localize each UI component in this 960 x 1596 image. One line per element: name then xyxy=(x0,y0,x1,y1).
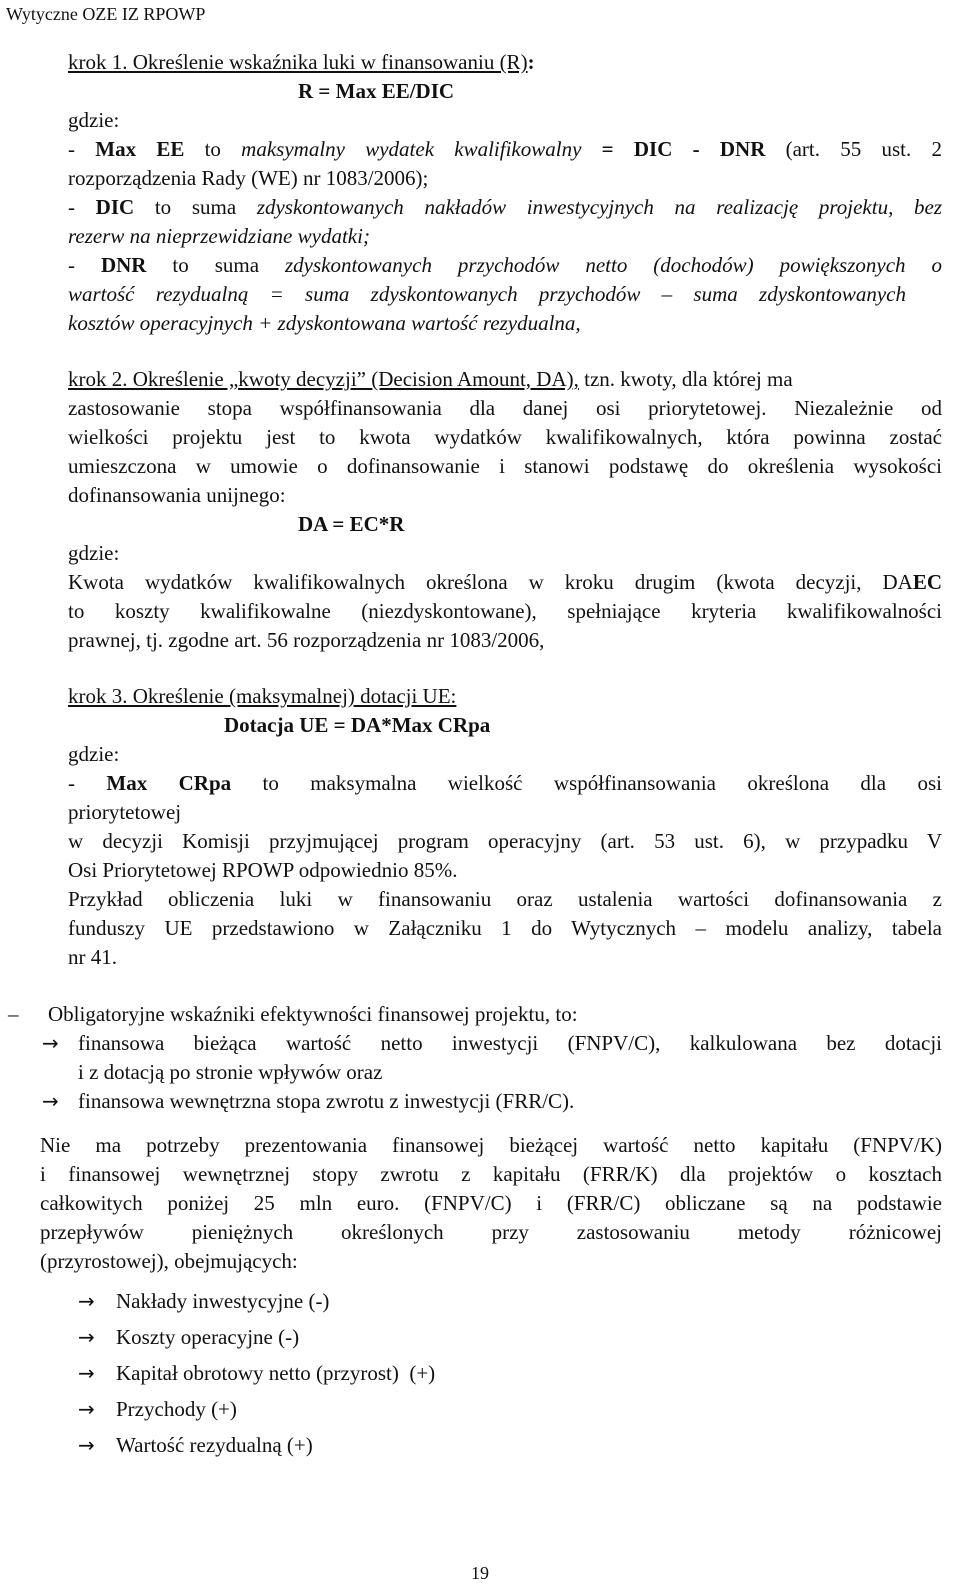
step1-heading: krok 1. Określenie wskaźnika luki w finansowaniu (R): xyxy=(68,50,535,74)
dic-definition-line2: rezerw na nieprzewidziane wydatki; xyxy=(68,224,370,248)
step2-line: dofinansowania unijnego: xyxy=(68,483,286,507)
arrow-right-icon: → xyxy=(42,1031,59,1055)
step2-formula: DA = EC*R xyxy=(298,512,405,536)
para-line: i finansowej wewnętrznej stopy zwrotu z kapitału (FRR/K) dla projektów o kosztach xyxy=(40,1162,942,1186)
step1-gdzie: gdzie: xyxy=(68,108,120,132)
arrow-right-icon: → xyxy=(78,1325,95,1349)
crpa-definition-line2: priorytetowej xyxy=(68,800,182,824)
ec-definition-line: prawnej, tj. zgodne art. 56 rozporządzenia nr 1083/2006, xyxy=(68,628,545,652)
step3-formula: Dotacja UE = DA*Max CRpa xyxy=(224,713,491,737)
arrow-right-icon: → xyxy=(78,1433,95,1457)
page-number: 19 xyxy=(471,1563,489,1583)
flow-item: Przychody (+) xyxy=(116,1397,237,1421)
ec-definition-line: to koszty kwalifikowalne (niezdyskontowane), spełniające kryteria kwalifikowalności xyxy=(68,599,942,623)
indicator-item: finansowa wewnętrzna stopa zwrotu z inwestycji (FRR/C). xyxy=(78,1089,575,1113)
running-header: Wytyczne OZE IZ RPOWP xyxy=(6,4,206,24)
ec-definition: Kwota wydatków kwalifikowalnych określona w kroku drugim (kwota decyzji, DAEC xyxy=(68,570,942,594)
dnr-definition: - DNR to suma zdyskontowanych przychodów netto (dochodów) powiększonych o xyxy=(68,253,942,277)
dash-bullet: – xyxy=(8,1002,19,1026)
example-line: funduszy UE przedstawiono w Załączniku 1 do Wytycznych – modelu analizy, tabela xyxy=(68,916,942,940)
step1-heading-text: krok 1. Określenie wskaźnika luki w finansowaniu (R) xyxy=(68,50,528,74)
step2-gdzie: gdzie: xyxy=(68,541,120,565)
para-line: przepływów pieniężnych określonych przy zastosowaniu metody różnicowej xyxy=(40,1220,942,1244)
arrow-right-icon: → xyxy=(42,1089,59,1113)
flow-item: Kapitał obrotowy netto (przyrost) (+) xyxy=(116,1361,436,1385)
flow-item: Koszty operacyjne (-) xyxy=(116,1325,300,1349)
step3-line: w decyzji Komisji przyjmującej program operacyjny (art. 53 ust. 6), w przypadku V xyxy=(68,829,942,853)
crpa-definition: - Max CRpa to maksymalna wielkość współfinansowania określona dla osi xyxy=(68,771,942,795)
dnr-definition-line3: kosztów operacyjnych + zdyskontowana wartość rezydualna, xyxy=(68,311,581,335)
step2-heading: krok 2. Określenie „kwoty decyzji” (Decision Amount, DA), tzn. kwoty, dla której ma xyxy=(68,367,793,391)
example-line: nr 41. xyxy=(68,945,117,969)
step2-line: zastosowanie stopa współfinansowania dla danej osi priorytetowej. Niezależnie od xyxy=(68,396,942,420)
dnr-definition-line2: wartość rezydualną = suma zdyskontowanych przychodów – suma zdyskontowanych xyxy=(68,282,906,306)
arrow-right-icon: → xyxy=(78,1289,95,1313)
maxee-definition-line2: rozporządzenia Rady (WE) nr 1083/2006); xyxy=(68,166,429,190)
step2-line: umieszczona w umowie o dofinansowanie i stanowi podstawę do określenia wysokości xyxy=(68,454,942,478)
para-line: (przyrostowej), obejmujących: xyxy=(40,1249,298,1273)
maxee-definition: - Max EE to maksymalny wydatek kwalifikowalny = DIC - DNR (art. 55 ust. 2 xyxy=(68,137,942,161)
step3-gdzie: gdzie: xyxy=(68,742,120,766)
dic-definition: - DIC to suma zdyskontowanych nakładów inwestycyjnych na realizację projektu, bez xyxy=(68,195,942,219)
step3-heading: krok 3. Określenie (maksymalnej) dotacji UE: xyxy=(68,684,457,708)
step2-line: wielkości projektu jest to kwota wydatków kwalifikowalnych, która powinna zostać xyxy=(68,425,942,449)
para-line: Nie ma potrzeby prezentowania finansowej bieżącej wartość netto kapitału (FNPV/K) xyxy=(40,1133,942,1157)
indicators-intro: Obligatoryjne wskaźniki efektywności finansowej projektu, to: xyxy=(48,1002,578,1026)
step3-line: Osi Priorytetowej RPOWP odpowiednio 85%. xyxy=(68,858,458,882)
flow-item: Wartość rezydualną (+) xyxy=(116,1433,313,1457)
example-line: Przykład obliczenia luki w finansowaniu oraz ustalenia wartości dofinansowania z xyxy=(68,887,942,911)
para-line: całkowitych poniżej 25 mln euro. (FNPV/C) i (FRR/C) obliczane są na podstawie xyxy=(40,1191,942,1215)
step1-formula: R = Max EE/DIC xyxy=(298,79,455,103)
arrow-right-icon: → xyxy=(78,1361,95,1385)
indicator-item-line2: i z dotacją po stronie wpływów oraz xyxy=(78,1060,383,1084)
indicator-item: finansowa bieżąca wartość netto inwestycji (FNPV/C), kalkulowana bez dotacji xyxy=(78,1031,942,1055)
flow-item: Nakłady inwestycyjne (-) xyxy=(116,1289,330,1313)
arrow-right-icon: → xyxy=(78,1397,95,1421)
